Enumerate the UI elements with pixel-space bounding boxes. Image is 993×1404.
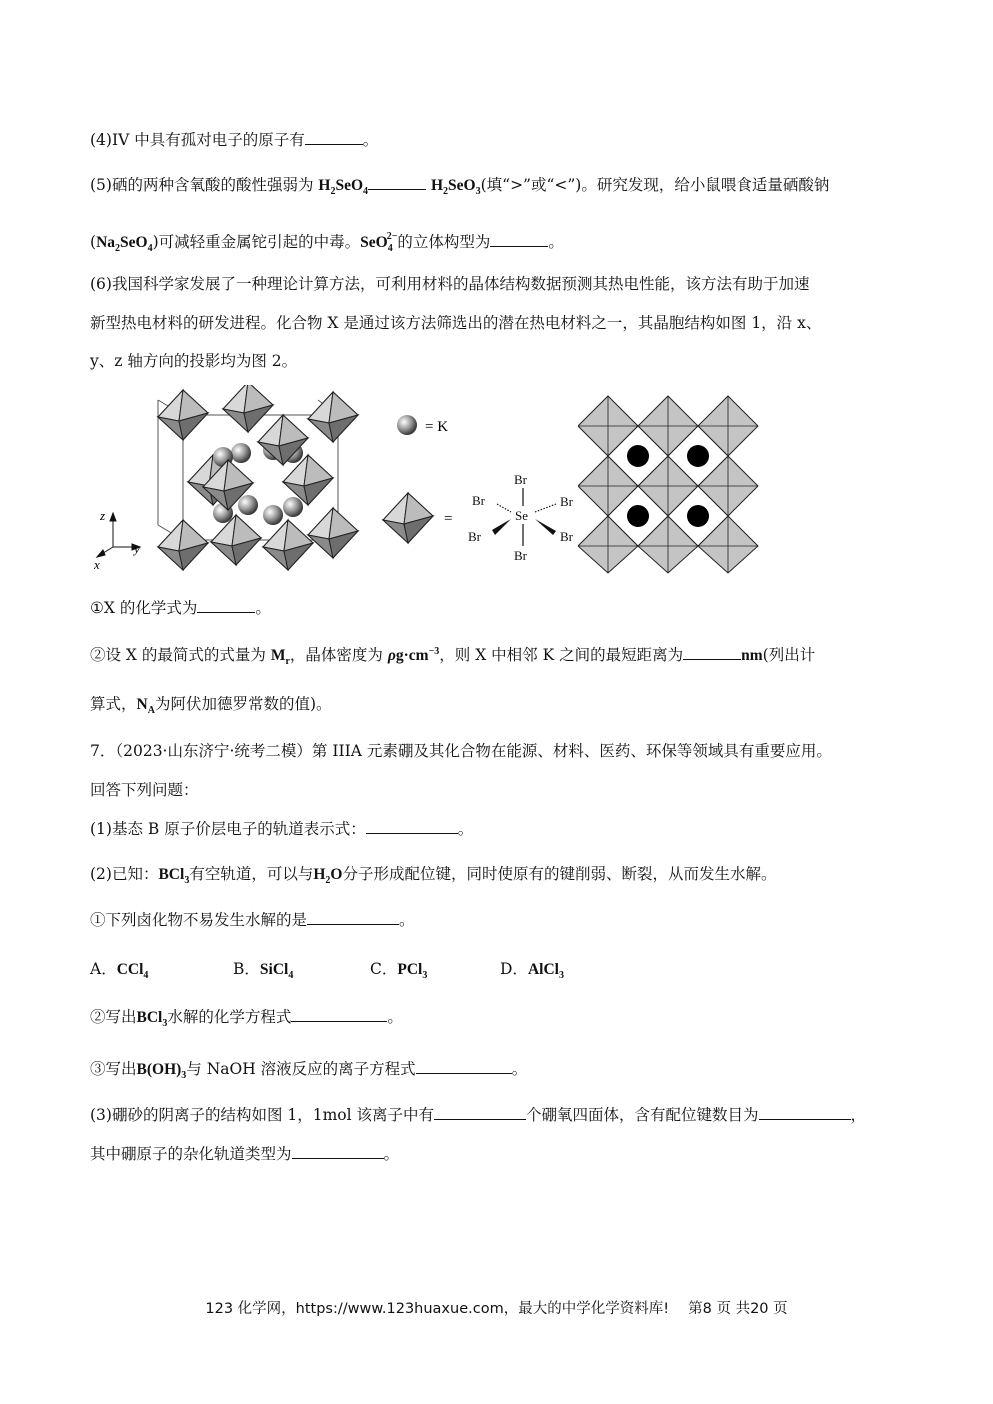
octahedron-legend — [383, 493, 433, 543]
q6-line-2: 新型热电材料的研发进程。化合物 X 是通过该方法筛选出的潜在热电材料之一，其晶胞结构如图 1，沿 x、 — [90, 314, 822, 332]
option-c[interactable] — [370, 957, 427, 981]
q5-line-2 — [90, 228, 564, 260]
q6-sub2-line-2 — [90, 693, 332, 722]
formula-bcl3: BCl$_3$ — [158, 866, 190, 887]
q6-sub2-line — [90, 641, 815, 673]
axis-y-label: y — [134, 541, 140, 556]
q5-end: 。 — [548, 233, 564, 252]
option-b-formula: SiCl$_4$ — [259, 961, 294, 982]
figure-1-unit-cell — [88, 385, 373, 575]
q7-part3-text-a: (3)硼砂的阴离子的结构如图 1，1mol 该离子中有 — [90, 1106, 435, 1124]
formula-boh3: $B(OH)_3$ — [136, 1061, 187, 1082]
q6-sub1-end: 。 — [255, 599, 271, 617]
q7-coordinate-bond-blank — [759, 1105, 851, 1120]
q7-part2-text-b: 有空轨道，可以与 — [189, 865, 314, 883]
q7-part2-sub3-text-b: 与 NaOH 溶液反应的离子方程式 — [186, 1060, 416, 1078]
q6-line-1: (6)我国科学家发展了一种理论计算方法，可利用材料的晶体结构数据预测其热电性能，该方法有助于加速 — [90, 275, 810, 293]
option-c-formula: PCl$_3$ — [397, 961, 428, 982]
q7-part2-sub2-text-a: ②写出 — [90, 1008, 137, 1026]
q6-distance-blank — [683, 645, 741, 660]
q6-line-3: y、z 轴方向的投影均为图 2。 — [90, 352, 298, 370]
figure-2-projection — [578, 395, 761, 575]
q6-sub2-line2-a: 算式， — [90, 695, 137, 713]
octahedra-back — [158, 385, 358, 505]
q7-part2-line — [90, 863, 776, 892]
q6-sub2-text-d: (列出计 — [762, 646, 816, 665]
q4-line — [90, 129, 378, 151]
q6-sub2-line2-b: 为阿伏加德罗常数的值)。 — [154, 695, 332, 713]
formula-seo4-2minus: SeO$_4^{2-}$ — [360, 231, 398, 255]
q7-orbital-blank — [366, 819, 458, 834]
q6-sub2-text-a: ②设 X 的最简式的式量为 — [90, 646, 266, 665]
option-b[interactable] — [233, 957, 293, 981]
q7-intro-1: 7．（2023·山东济宁·统考二模）第 IIIA 元素硼及其化合物在能源、材料、医药、环保等领域具有重要应用。 — [90, 742, 832, 760]
q7-part2-sub2-end: 。 — [387, 1008, 403, 1026]
q6-formula-blank — [197, 598, 255, 613]
density-unit: $g\cdot cm^{-3}$ — [395, 646, 440, 665]
q7-part1-end: 。 — [457, 820, 474, 838]
formula-h2o: $H_2O$ — [313, 866, 343, 887]
q5-compare-blank — [368, 175, 426, 190]
option-d-label: D． — [500, 960, 528, 978]
br-upper-left: Br — [472, 493, 485, 508]
q5-geometry-blank — [490, 232, 548, 247]
formula-bcl3-2: BCl$_3$ — [136, 1009, 168, 1030]
option-a-label: A． — [90, 960, 117, 978]
q7-part2-text-c: 分子形成配位键，同时使原有的键削弱、断裂，从而发生水解。 — [342, 865, 777, 883]
formula-na2seo4: $Na_2SeO_4$ — [96, 234, 153, 255]
formula-h2seo4: $H_2SeO_4$ — [318, 177, 369, 198]
legend-k-label: = K — [425, 419, 449, 435]
q7-part2-sub2-text-b: 水解的化学方程式 — [167, 1008, 292, 1026]
q7-part1-line — [90, 818, 473, 840]
formula-h2seo3: $H_2SeO_3$ — [430, 177, 481, 198]
symbol-mr: $M_r$ — [270, 647, 290, 668]
br-bottom: Br — [514, 548, 527, 563]
option-d[interactable] — [500, 957, 564, 981]
q7-part3-line2-text: 其中硼原子的杂化轨道类型为 — [90, 1145, 292, 1163]
option-a[interactable] — [90, 957, 148, 981]
q6-sub2-text-c: ，则 X 中相邻 K 之间的最短距离为 — [439, 646, 684, 665]
q4-answer-blank — [305, 130, 363, 145]
q7-part2-sub2-line — [90, 1006, 403, 1035]
wedge-left — [492, 519, 511, 535]
option-d-formula: AlCl$_3$ — [527, 961, 564, 982]
unit-nm: nm — [741, 647, 763, 665]
br-upper-right: Br — [560, 494, 573, 509]
q7-part2-sub1-end: 。 — [399, 911, 415, 929]
q7-halide-blank — [307, 910, 399, 925]
q7-part3-text-b: 个硼氧四面体，含有配位键数目为 — [526, 1106, 759, 1124]
q7-part1-text: (1)基态 B 原子价层电子的轨道表示式： — [90, 820, 366, 838]
q7-part2-sub3-text-a: ③写出 — [90, 1060, 137, 1078]
wedge-right — [535, 519, 556, 535]
q7-part2-text-a: (2)已知： — [90, 865, 159, 883]
q7-part3-line-2 — [90, 1143, 399, 1165]
q5-line-1 — [90, 174, 829, 203]
br-lower-right: Br — [560, 529, 573, 544]
q7-ionic-equation-blank — [416, 1059, 512, 1074]
octahedra-front — [158, 415, 358, 570]
q7-part2-sub3-line — [90, 1058, 527, 1087]
q6-sub2-text-b: ，晶体密度为 — [289, 646, 383, 665]
q4-end: 。 — [362, 131, 379, 149]
page-footer: 123 化学网，https://www.123huaxue.com，最大的中学化学资料库! 第8 页 共20 页 — [205, 1301, 788, 1317]
axis-x-label: x — [94, 557, 100, 572]
br-top: Br — [514, 472, 527, 487]
q7-part3-line2-end: 。 — [383, 1145, 400, 1163]
q7-part3-line — [90, 1104, 866, 1126]
q5-text-c: )可减轻重金属铊引起的中毒。 — [152, 233, 361, 252]
q6-sub1-text: ①X 的化学式为 — [90, 599, 198, 617]
q7-hydrolysis-blank — [291, 1007, 387, 1022]
figure-legend — [380, 400, 580, 575]
q5-text-a: (5)硒的两种含氧酸的酸性强弱为 — [90, 176, 314, 194]
q7-part2-sub3-end: 。 — [511, 1060, 528, 1078]
q5-text-d: 的立体构型为 — [397, 233, 491, 252]
axis-z-label: z — [100, 508, 106, 523]
q7-tetrahedra-blank — [434, 1105, 526, 1120]
paren-open: ( — [90, 233, 97, 252]
q7-part2-sub1-line — [90, 909, 415, 931]
option-c-label: C． — [370, 960, 398, 978]
q7-hybridization-blank — [292, 1144, 384, 1159]
k-legend-ball — [397, 415, 417, 435]
q6-sub1-line — [90, 597, 271, 619]
q7-part3-text-c: ， — [850, 1106, 867, 1124]
symbol-density: ρ — [387, 647, 396, 665]
option-a-formula: CCl$_4$ — [116, 961, 149, 982]
q5-text-b: (填“>”或“<”)。研究发现，给小鼠喂食适量硒酸钠 — [480, 176, 830, 194]
se-atom: Se — [515, 508, 528, 523]
q4-text: (4)IV 中具有孤对电子的原子有 — [90, 131, 305, 149]
option-b-label: B． — [233, 960, 260, 978]
q7-intro-2: 回答下列问题： — [90, 781, 199, 799]
q7-part2-sub1-text: ①下列卤化物不易发生水解的是 — [90, 911, 308, 929]
symbol-na: $N_A$ — [136, 696, 155, 717]
legend-equals: = — [444, 511, 453, 527]
br-lower-left: Br — [468, 529, 481, 544]
